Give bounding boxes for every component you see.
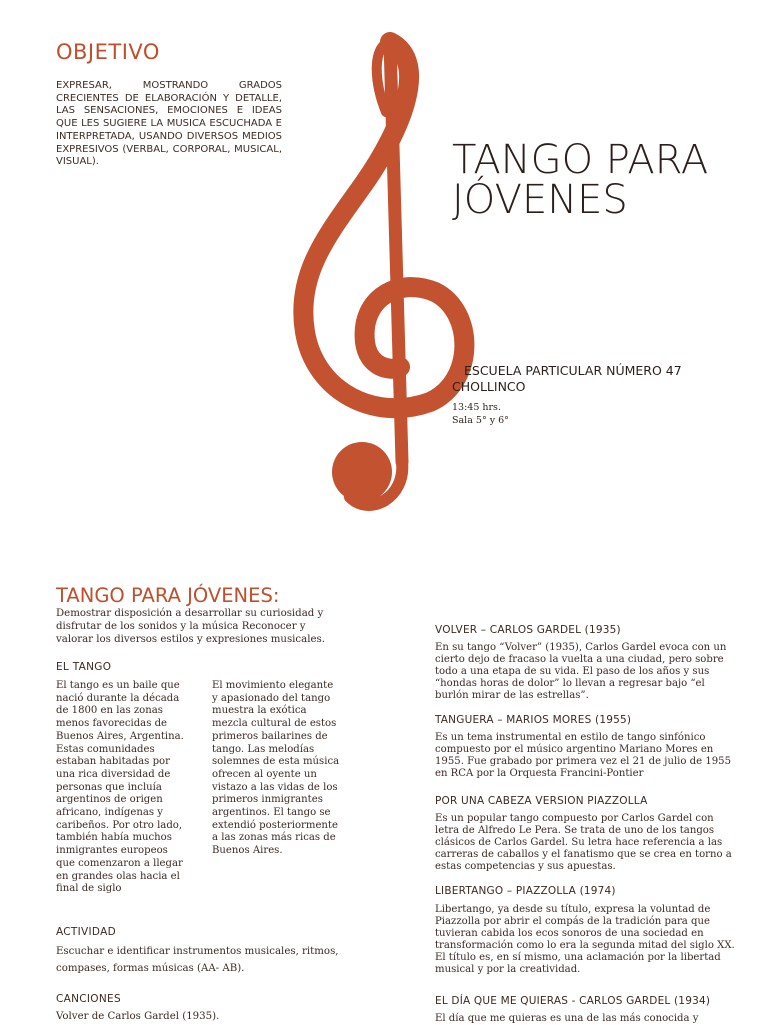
activity-text: Escuchar e identificar instrumentos musicales, ritmos, compases, formas músicas (AA- AB). [56, 946, 339, 974]
treble-clef-icon [290, 22, 480, 522]
activity-heading: ACTIVIDAD [56, 926, 116, 938]
school-line2: CHOLLINCO [452, 378, 526, 394]
schedule-room: Sala 5° y 6° [452, 415, 509, 426]
song-heading: VOLVER – CARLOS GARDEL (1935) [435, 624, 621, 636]
song-description: Libertango, ya desde su título, expresa la voluntad de Piazzolla por abrir el compás de la tradición para que tuvieran cabida los ecos sonoros de una sociedad en transformación como lo era la segunda mitad del siglo XX. El título es, en sí mismo, una aclamación por la libertad musical y por la creatividad. [435, 904, 735, 975]
song-heading: LIBERTANGO – PIAZZOLLA (1974) [435, 885, 616, 897]
song-description: El día que me quieras es una de las más conocida y [435, 1013, 699, 1024]
tango-text-column-1: El tango es un baile que nació durante la década de 1800 en las zonas menos favorecidas de Buenos Aires, Argentina. Estas comunidades estaban habitadas por una rica diversidad de personas que incluía argentinos de origen africano, indígenas y caribeños. Por otro lado, también había muchos inmigrantes europeos que comenzaron a llegar en grandes olas hacia el final de siglo [56, 680, 184, 895]
main-title [452, 137, 762, 223]
schedule-time: 13:45 hrs. [452, 402, 501, 413]
song-heading: EL DÍA QUE ME QUIERAS - CARLOS GARDEL (1934) [435, 995, 711, 1007]
objective-text: EXPRESAR, MOSTRANDO GRADOS CRECIENTES DE ELABORACIÓN Y DETALLE, LAS SENSACIONES, EMOCIONES E IDEAS QUE LES SUGIERE LA MUSICA ESCUCHADA E INTERPRETADA, USANDO DIVERSOS MEDIOS EXPRESIVOS (VERBAL, CORPORAL, MUSICAL, VISUAL). [56, 80, 282, 168]
schedule [452, 401, 509, 427]
tango-text-column-2: El movimiento elegante y apasionado del tango muestra la exótica mezcla cultural de estos primeros bailarines de tango. Las melodías solemnes de esta música ofrecen al oyente un vistazo a las vidas de los primeros inmigrantes argentinos. El tango se extendió posteriormente a las zonas más ricas de Buenos Aires. [212, 680, 340, 857]
section-title: TANGO PARA JÓVENES: [56, 584, 280, 607]
objective-heading: OBJETIVO [56, 40, 160, 64]
songs-text: Volver de Carlos Gardel (1935). [56, 1011, 220, 1022]
song-description: En su tango “Volver” (1935), Carlos Gardel evoca con un cierto dejo de fracaso la vuelta a una ciudad, pero sobre todo a una etapa de su vida. El paso de los años y sus “hondas horas de dolor” lo llevan a regresar bajo “el burlón mirar de las estrellas”. [435, 642, 727, 701]
school-line1: ESCUELA PARTICULAR NÚMERO 47 [464, 363, 682, 378]
song-description: Es un popular tango compuesto por Carlos Gardel con letra de Alfredo Le Pera. Se trata de uno de los tangos clásicos de Carlos Gardel. Su letra hace referencia a las carreras de caballos y el fanatismo que se crea en torno a estas competencias y sus apuestas. [435, 813, 732, 872]
school-name [452, 363, 752, 394]
section-intro: Demostrar disposición a desarrollar su curiosidad y disfrutar de los sonidos y la música Reconocer y valorar los diversos estilos y expresiones musicales. [56, 608, 325, 645]
song-description: Es un tema instrumental en estilo de tango sinfónico compuesto por el músico argentino Mariano Mores en 1955. Fue grabado por primera vez el 21 de julio de 1955 en RCA por la Orquesta Francini-Pontier [435, 732, 732, 779]
song-heading: POR UNA CABEZA VERSION PIAZZOLLA [435, 795, 648, 807]
songs-heading: CANCIONES [56, 993, 121, 1005]
main-title-line1: TANGO PARA [452, 137, 709, 183]
song-heading: TANGUERA – MARIOS MORES (1955) [435, 714, 632, 726]
main-title-line2: JÓVENES [452, 177, 628, 223]
tango-heading: EL TANGO [56, 661, 112, 673]
